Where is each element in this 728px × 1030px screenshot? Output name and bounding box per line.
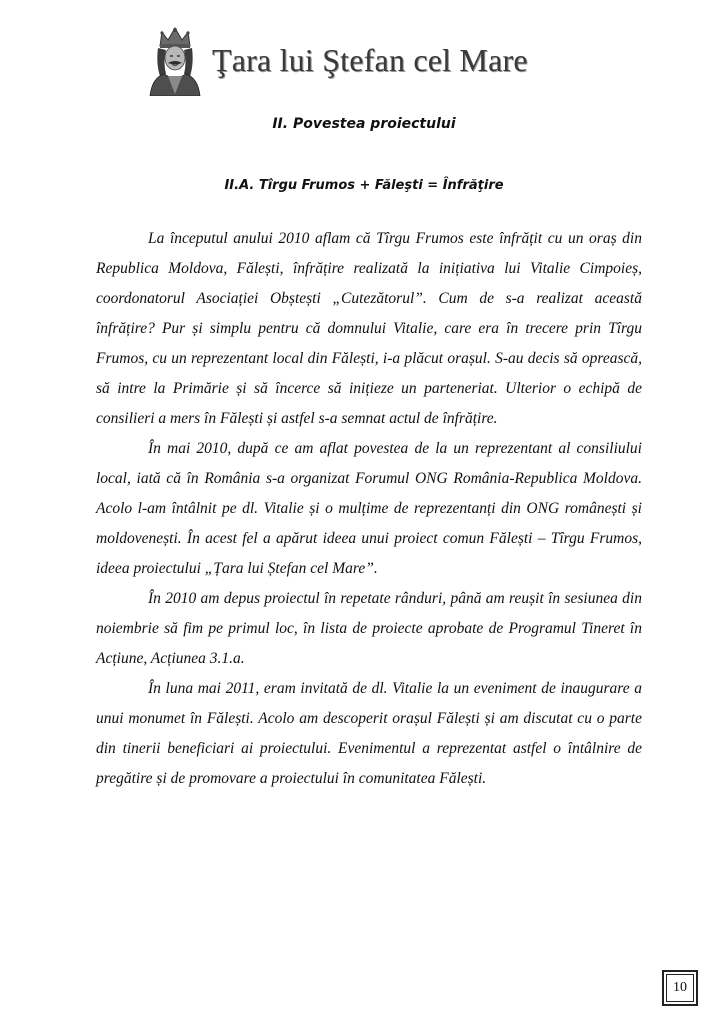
body-text <box>96 224 642 794</box>
logo-title: Ţara lui Ştefan cel Mare <box>212 42 528 78</box>
section-subtitle: II.A. Tîrgu Frumos + Făleşti = Înfrăţire <box>224 178 504 193</box>
paragraph: În 2010 am depus proiectul în repetate rânduri, până am reușit în sesiunea din noiembrie să fim pe primul loc, în lista de proiecte aprobate de Programul Tineret în Acțiune, Acțiunea 3.1.a. <box>96 590 642 667</box>
page-number: 10 <box>673 980 687 995</box>
paragraph: În luna mai 2011, eram invitată de dl. Vitalie la un eveniment de inaugurare a unui monumet în Fălești. Acolo am descoperit orașul Fălești și am discutat cu o parte din tinerii beneficiari ai proiectului. Evenimentul a reprezentat astfel o întâlnire de pregătire și de promovare a proiectului în comunitatea Fălești. <box>96 680 642 787</box>
document-header <box>140 18 580 98</box>
paragraph: La începutul anului 2010 aflam că Tîrgu Frumos este înfrățit cu un oraș din Republica Moldova, Fălești, înfrățire realizată la inițiativa lui Vitalie Cimpoieș, coordonatorul Asociației Obștești „Cutezătorul”. Cum de s-a realizat această înfrățire? Pur și simplu pentru că domnului Vitalie, care era în trecere prin Tîrgu Frumos, cu un reprezentant local din Fălești, i-a plăcut orașul. S-au decis să oprească, să intre la Primărie și să încerce să inițieze un parteneriat. Ulterior o echipă de consilieri a mers în Fălești și astfel s-a semnat actul de înfrățire. <box>96 230 642 427</box>
crowned-portrait-icon <box>146 24 204 96</box>
section-title: II. Povestea proiectului <box>272 116 456 132</box>
paragraph: În mai 2010, după ce am aflat povestea de la un reprezentant al consiliului local, iată că în România s-a organizat Forumul ONG România-Republica Moldova. Acolo l-am întâlnit pe dl. Vitalie și o mulțime de reprezentanți din ONG românești și moldovenești. În acest fel a apărut ideea unui proiect comun Fălești – Tîrgu Frumos, ideea proiectului „Țara lui Ștefan cel Mare”. <box>96 440 642 577</box>
page-number-box <box>662 970 698 1006</box>
